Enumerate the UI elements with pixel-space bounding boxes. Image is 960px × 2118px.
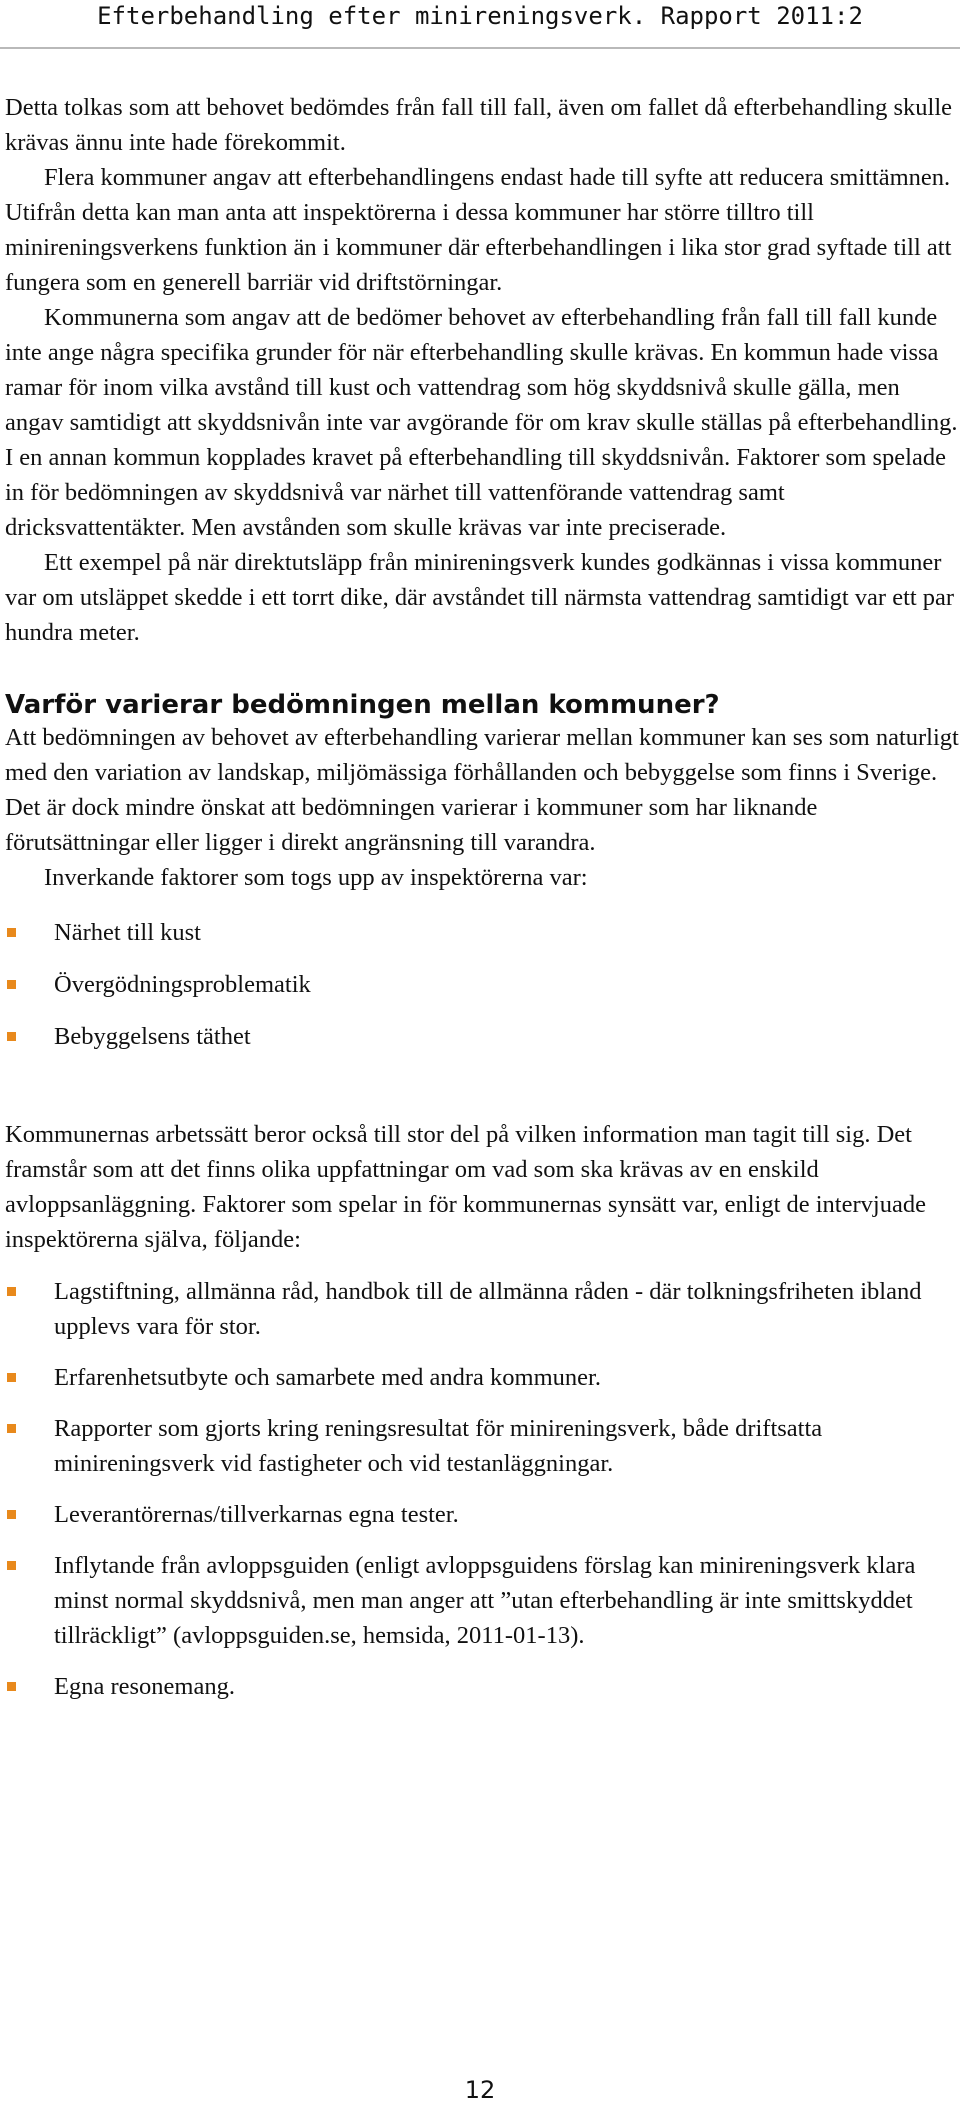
list-item-text: Närhet till kust (54, 919, 201, 946)
list-item-text: Övergödningsproblematik (54, 971, 311, 998)
bullet-square-icon (7, 1561, 16, 1570)
list-item-text: Lagstiftning, allmänna råd, handbok till de allmänna råden - där tolkningsfriheten ibland upplevs vara för stor. (54, 1278, 922, 1340)
list-item-text: Rapporter som gjorts kring reningsresultat för minireningsverk, både driftsatta minireningsverk vid fastigheter och vid testanläggningar. (54, 1415, 823, 1477)
list-item-text: Erfarenhetsutbyte och samarbete med andra kommuner. (54, 1364, 601, 1391)
section-paragraph-3: Kommunernas arbetssätt beror också till stor del på vilken information man tagit till sig. Det framstår som att det finns olika uppfattningar om vad som ska krävas av en enskild avloppsanläggning. Faktorer som spelar in för kommunernas synsätt var, enligt de intervjuade inspektörerna själva, följande: (5, 1121, 926, 1253)
factors-list (5, 915, 960, 1054)
influences-list (5, 1274, 960, 1704)
list-item (5, 1497, 960, 1532)
list-item-text: Inflytande från avloppsguiden (enligt avloppsguidens förslag kan minireningsverk klara minst normal skyddsnivå, men man anger att ”utan efterbehandling är inte smittskyddet tillräckligt” (avloppsguiden.se, hemsida, 2011-01-13). (54, 1552, 916, 1649)
bullet-square-icon (7, 928, 16, 937)
bullet-square-icon (7, 1373, 16, 1382)
list-item (5, 1360, 960, 1395)
list-item (5, 1019, 960, 1054)
list-item-text: Bebyggelsens täthet (54, 1023, 251, 1050)
bullet-square-icon (7, 1424, 16, 1433)
list-item-text: Leverantörernas/tillverkarnas egna tester. (54, 1501, 459, 1528)
list-item (5, 1669, 960, 1704)
paragraph-1: Detta tolkas som att behovet bedömdes från fall till fall, även om fallet då efterbehandling skulle krävas ännu inte hade förekommit. (5, 94, 953, 156)
body-text (5, 90, 960, 1720)
paragraph-4: Ett exempel på när direktutsläpp från minireningsverk kundes godkännas i vissa kommuner var om utsläppet skedde i ett torrt dike, där avståndet till närmsta vattendrag samtidigt var ett par hundra meter. (5, 549, 955, 646)
bullet-square-icon (7, 1682, 16, 1691)
list-item (5, 915, 960, 950)
list-item (5, 967, 960, 1002)
section-heading: Varför varierar bedömningen mellan kommuner? (5, 690, 720, 720)
section-paragraph-1: Att bedömningen av behovet av efterbehandling varierar mellan kommuner kan ses som naturligt med den variation av landskap, miljömässiga förhållanden och bebyggelse som finns i Sverige. Det är dock mindre önskat att bedömningen varierar i kommuner som har liknande förutsättningar eller ligger i direkt angränsning till varandra. (5, 724, 959, 856)
list-item (5, 1548, 960, 1653)
bullet-square-icon (7, 980, 16, 989)
section-paragraph-2: Inverkande faktorer som togs upp av inspektörerna var: (44, 864, 588, 891)
running-header: Efterbehandling efter minireningsverk. Rapport 2011:2 (97, 2, 863, 30)
bullet-square-icon (7, 1287, 16, 1296)
list-item (5, 1274, 960, 1344)
list-item (5, 1411, 960, 1481)
paragraph-2: Flera kommuner angav att efterbehandlingens endast hade till syfte att reducera smittämnen. Utifrån detta kan man anta att inspektörerna i dessa kommuner har större tilltro till minireningsverkens funktion än i kommuner där efterbehandlingen i lika stor grad syftade till att fungera som en generell barriär vid driftstörningar. (5, 164, 952, 296)
page-number: 12 (464, 2076, 496, 2104)
paragraph-3: Kommunerna som angav att de bedömer behovet av efterbehandling från fall till fall kunde inte ange några specifika grunder för när efterbehandling skulle krävas. En kommun hade vissa ramar för inom vilka avstånd till kust och vattendrag som hög skyddsnivå skulle gälla, men angav samtidigt att skyddsnivån inte var avgörande för om krav skulle ställas på efterbehandling. I en annan kommun kopplades kravet på efterbehandling till skyddsnivån. Faktorer som spelade in för bedömningen av skyddsnivå var närhet till vattenförande vattendrag samt dricksvattentäkter. Men avstånden som skulle krävas var inte preciserade. (5, 304, 958, 541)
bullet-square-icon (7, 1510, 16, 1519)
header-rule (0, 47, 960, 49)
bullet-square-icon (7, 1032, 16, 1041)
list-item-text: Egna resonemang. (54, 1673, 235, 1700)
